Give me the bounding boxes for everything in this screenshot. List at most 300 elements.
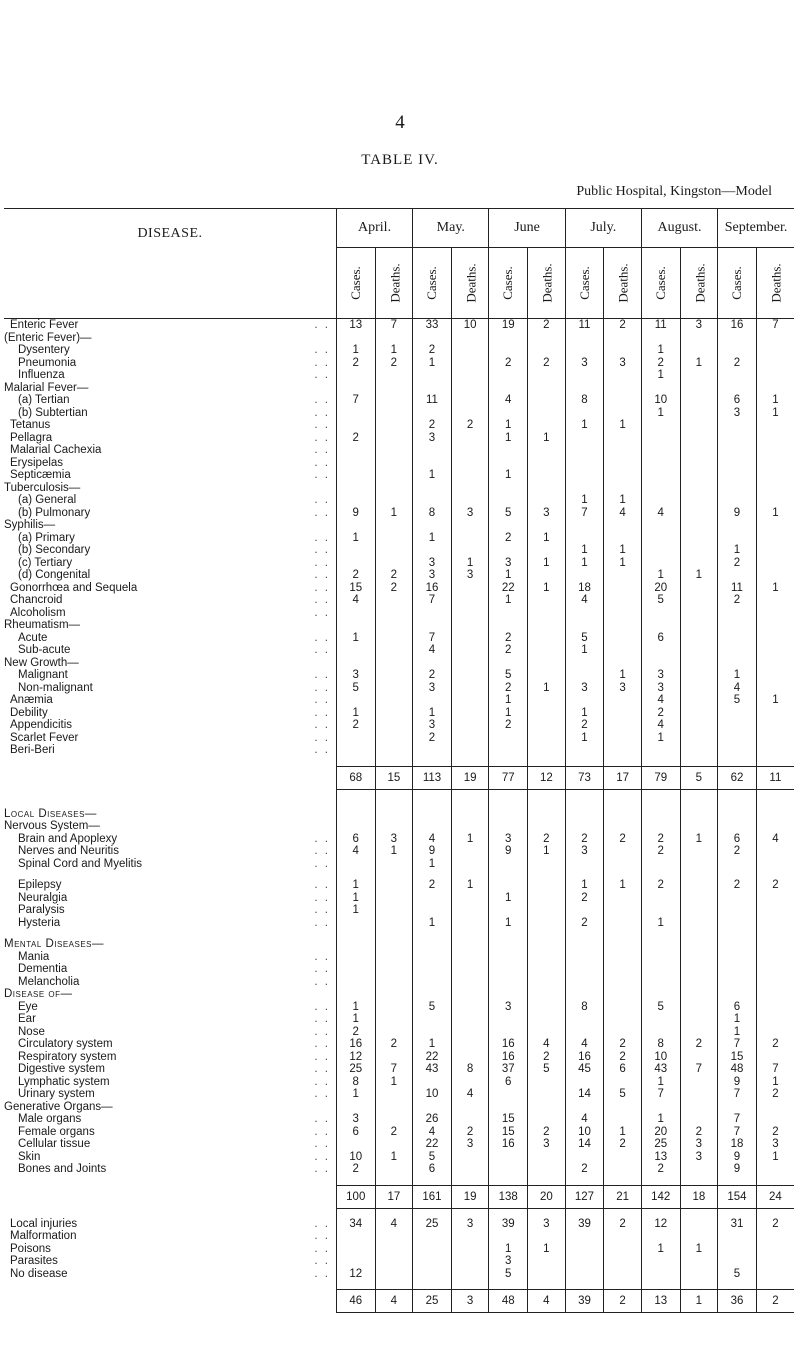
cases-cell: 2 bbox=[336, 1163, 375, 1176]
cases-cell: 39 bbox=[565, 1218, 604, 1231]
deaths-cell bbox=[375, 682, 413, 695]
leader-dots: . . bbox=[314, 1013, 330, 1025]
cases-cell bbox=[718, 344, 757, 357]
disease-name: (d) Congenital bbox=[18, 569, 94, 581]
deaths-cell: 2 bbox=[451, 419, 489, 432]
deaths-cell bbox=[375, 707, 413, 720]
deaths-cell bbox=[756, 963, 794, 976]
deaths-cell bbox=[528, 469, 566, 482]
cases-cell bbox=[336, 519, 375, 532]
deaths-cell bbox=[375, 594, 413, 607]
deaths-cell bbox=[680, 532, 718, 545]
cases-cell bbox=[565, 1151, 604, 1164]
month-header: April. bbox=[336, 209, 412, 248]
disease-name: Tetanus bbox=[10, 419, 54, 431]
cases-cell: 5 bbox=[489, 669, 528, 682]
cases-cell: 3 bbox=[413, 569, 452, 582]
category-row bbox=[4, 820, 794, 833]
deaths-cell: 1 bbox=[375, 1151, 413, 1164]
deaths-cell bbox=[375, 938, 413, 951]
cases-cell: 39 bbox=[489, 1218, 528, 1231]
deaths-cell: 2 bbox=[604, 319, 642, 332]
cases-cell: 9 bbox=[718, 1151, 757, 1164]
deaths-cell bbox=[604, 1243, 642, 1256]
leader-dots: . . bbox=[314, 1217, 330, 1230]
deaths-cell bbox=[604, 1208, 642, 1218]
disease-name: (b) Secondary bbox=[18, 544, 94, 556]
deaths-cell bbox=[451, 457, 489, 470]
disease-name: Beri-Beri bbox=[10, 744, 59, 756]
deaths-cell bbox=[528, 607, 566, 620]
cases-cell: 1 bbox=[565, 732, 604, 745]
deaths-cell bbox=[680, 494, 718, 507]
cases-cell: 2 bbox=[336, 432, 375, 445]
deaths-cell bbox=[604, 632, 642, 645]
deaths-cell bbox=[680, 657, 718, 670]
table-body bbox=[4, 319, 794, 1313]
deaths-cell bbox=[528, 870, 566, 879]
table-row bbox=[4, 344, 794, 357]
cases-cell bbox=[641, 789, 680, 799]
deaths-cell bbox=[756, 951, 794, 964]
disease-name-cell bbox=[4, 820, 336, 833]
disease-name-cell bbox=[4, 607, 336, 620]
deaths-cell bbox=[756, 1208, 794, 1218]
cases-cell bbox=[336, 988, 375, 1001]
cases-cell bbox=[565, 407, 604, 420]
disease-name: New Growth— bbox=[4, 657, 83, 669]
leader-dots: . . bbox=[314, 1050, 330, 1063]
deaths-cell bbox=[451, 1038, 489, 1051]
deaths-cell bbox=[680, 1026, 718, 1039]
deaths-cell bbox=[451, 482, 489, 495]
disease-name: Generative Organs— bbox=[4, 1101, 117, 1113]
cases-cell: 1 bbox=[641, 344, 680, 357]
deaths-cell: 10 bbox=[451, 319, 489, 332]
deaths-cell: 2 bbox=[375, 569, 413, 582]
deaths-cell: 3 bbox=[604, 357, 642, 370]
cases-cell: 1 bbox=[413, 707, 452, 720]
deaths-cell bbox=[375, 694, 413, 707]
table-row bbox=[4, 644, 794, 657]
cases-cell: 12 bbox=[641, 1218, 680, 1231]
disease-name-cell bbox=[4, 332, 336, 345]
cases-cell: 7 bbox=[718, 1088, 757, 1101]
table-row bbox=[4, 976, 794, 989]
cases-cell: 14 bbox=[565, 1138, 604, 1151]
cases-cell: 3 bbox=[489, 557, 528, 570]
disease-name: Scarlet Fever bbox=[10, 732, 82, 744]
cases-cell: 1 bbox=[489, 469, 528, 482]
cases-cell: 1 bbox=[413, 1038, 452, 1051]
table-row bbox=[4, 407, 794, 420]
cases-cell bbox=[413, 1280, 452, 1290]
cases-cell: 5 bbox=[413, 1001, 452, 1014]
deaths-cell bbox=[528, 569, 566, 582]
disease-name: Pneumonia bbox=[18, 357, 80, 369]
deaths-cell bbox=[528, 732, 566, 745]
table-title: TABLE IV. bbox=[361, 152, 439, 168]
cases-cell bbox=[489, 1101, 528, 1114]
total-row bbox=[4, 1290, 794, 1313]
cases-cell bbox=[718, 619, 757, 632]
table-row bbox=[4, 858, 794, 871]
deaths-cell: 7 bbox=[375, 1063, 413, 1076]
deaths-cell bbox=[375, 394, 413, 407]
cases-cell bbox=[565, 757, 604, 767]
cases-cell bbox=[565, 444, 604, 457]
leader-dots: . . bbox=[314, 719, 330, 731]
deaths-cell: 1 bbox=[375, 1076, 413, 1089]
cases-cell: 1 bbox=[565, 494, 604, 507]
deaths-cell bbox=[756, 1026, 794, 1039]
table-row bbox=[4, 669, 794, 682]
deaths-cell bbox=[604, 1113, 642, 1126]
deaths-cell: 1 bbox=[680, 357, 718, 370]
deaths-cell bbox=[604, 917, 642, 930]
disease-name-cell bbox=[4, 951, 336, 964]
cases-cell bbox=[718, 1208, 757, 1218]
deaths-cell bbox=[756, 1243, 794, 1256]
cases-cell: 14 bbox=[565, 1088, 604, 1101]
deaths-cell bbox=[680, 707, 718, 720]
deaths-cell: 3 bbox=[451, 569, 489, 582]
cases-cell bbox=[413, 619, 452, 632]
table-row bbox=[4, 532, 794, 545]
deaths-cell bbox=[528, 482, 566, 495]
deaths-cell bbox=[756, 789, 794, 799]
table-row bbox=[4, 963, 794, 976]
deaths-cell bbox=[375, 976, 413, 989]
cases-cell bbox=[718, 482, 757, 495]
deaths-cell bbox=[756, 799, 794, 808]
cases-cell: 3 bbox=[565, 357, 604, 370]
disease-name: Malarial Cachexia bbox=[10, 444, 105, 456]
deaths-cell bbox=[451, 432, 489, 445]
deaths-cell: 3 bbox=[680, 1138, 718, 1151]
deaths-cell bbox=[375, 619, 413, 632]
deaths-cell bbox=[756, 569, 794, 582]
deaths-cell bbox=[604, 432, 642, 445]
category-row bbox=[4, 808, 794, 821]
disease-name: Gonorrhœa and Sequela bbox=[10, 582, 141, 594]
disease-name-cell bbox=[4, 594, 336, 607]
deaths-cell bbox=[451, 858, 489, 871]
disease-name-cell bbox=[4, 669, 336, 682]
cases-cell bbox=[565, 382, 604, 395]
leader-dots: . . bbox=[314, 419, 330, 431]
cases-cell bbox=[565, 532, 604, 545]
deaths-cell bbox=[375, 1088, 413, 1101]
cases-cell bbox=[489, 1163, 528, 1176]
cases-cell bbox=[413, 332, 452, 345]
deaths-cell bbox=[756, 917, 794, 930]
cases-cell: 22 bbox=[489, 582, 528, 595]
cases-cell bbox=[641, 757, 680, 767]
deaths-cell bbox=[375, 644, 413, 657]
table-row bbox=[4, 494, 794, 507]
category-row bbox=[4, 482, 794, 495]
deaths-cell bbox=[756, 732, 794, 745]
deaths-cell bbox=[451, 644, 489, 657]
deaths-cell: 5 bbox=[528, 1063, 566, 1076]
deaths-cell bbox=[375, 757, 413, 767]
disease-name-cell bbox=[4, 1176, 336, 1186]
cases-cell bbox=[641, 1026, 680, 1039]
leader-dots: . . bbox=[314, 832, 330, 845]
cases-cell: 1 bbox=[565, 879, 604, 892]
cases-cell bbox=[641, 951, 680, 964]
deaths-cell bbox=[680, 332, 718, 345]
cases-cell bbox=[718, 1176, 757, 1186]
deaths-cell bbox=[680, 938, 718, 951]
cases-cell bbox=[413, 1208, 452, 1218]
cases-cell bbox=[718, 444, 757, 457]
cases-cell bbox=[641, 799, 680, 808]
cases-cell: 7 bbox=[336, 394, 375, 407]
cases-cell bbox=[565, 1076, 604, 1089]
deaths-cell: 2 bbox=[756, 879, 794, 892]
leader-dots: . . bbox=[314, 606, 330, 619]
deaths-cell bbox=[375, 917, 413, 930]
month-header: August. bbox=[641, 209, 717, 248]
deaths-cell bbox=[528, 892, 566, 905]
leader-dots: . . bbox=[314, 369, 330, 381]
deaths-cell bbox=[680, 557, 718, 570]
cases-cell bbox=[489, 444, 528, 457]
cases-cell: 2 bbox=[718, 594, 757, 607]
deaths-cell bbox=[375, 1013, 413, 1026]
deaths-cell bbox=[680, 789, 718, 799]
deaths-cell bbox=[604, 1013, 642, 1026]
deaths-cell: 1 bbox=[756, 582, 794, 595]
cases-cell bbox=[489, 951, 528, 964]
cases-cell: 2 bbox=[718, 357, 757, 370]
disease-name-cell bbox=[4, 482, 336, 495]
cases-cell: 16 bbox=[489, 1038, 528, 1051]
disease-name: Skin bbox=[18, 1151, 44, 1163]
disease-name: Influenza bbox=[18, 369, 69, 381]
disease-name: (b) Pulmonary bbox=[18, 507, 94, 519]
cases-cell: 7 bbox=[413, 632, 452, 645]
deaths-cell bbox=[375, 557, 413, 570]
cases-cell: 10 bbox=[336, 1151, 375, 1164]
cases-cell: 10 bbox=[641, 1051, 680, 1064]
disease-name-cell bbox=[4, 1163, 336, 1176]
deaths-cell bbox=[375, 607, 413, 620]
deaths-cell bbox=[756, 1013, 794, 1026]
deaths-cell bbox=[604, 407, 642, 420]
cases-cell: 9 bbox=[336, 507, 375, 520]
cases-cell: 2 bbox=[489, 357, 528, 370]
deaths-cell bbox=[604, 820, 642, 833]
cases-cell bbox=[718, 457, 757, 470]
cases-cell bbox=[489, 1013, 528, 1026]
disease-name-cell bbox=[4, 1151, 336, 1164]
deaths-cell bbox=[604, 757, 642, 767]
table-row bbox=[4, 1255, 794, 1268]
deaths-cell: 21 bbox=[604, 1185, 642, 1208]
disease-name-cell bbox=[4, 532, 336, 545]
cases-cell: 4 bbox=[565, 1038, 604, 1051]
cases-cell: 1 bbox=[489, 594, 528, 607]
disease-name: Nervous System— bbox=[4, 820, 104, 832]
cases-cell: 48 bbox=[489, 1290, 528, 1313]
leader-dots: . . bbox=[314, 857, 330, 870]
cases-cell bbox=[489, 963, 528, 976]
month-header: May. bbox=[413, 209, 489, 248]
deaths-header: Deaths. bbox=[375, 248, 413, 319]
deaths-cell bbox=[528, 1280, 566, 1290]
morbidity-table bbox=[4, 208, 794, 1313]
cases-cell bbox=[413, 789, 452, 799]
cases-cell bbox=[565, 904, 604, 917]
deaths-cell: 1 bbox=[604, 669, 642, 682]
deaths-cell bbox=[756, 938, 794, 951]
deaths-cell: 1 bbox=[756, 694, 794, 707]
disease-name-cell bbox=[4, 917, 336, 930]
spacer-row bbox=[4, 1208, 794, 1218]
leader-dots: . . bbox=[314, 506, 330, 519]
cases-cell bbox=[489, 820, 528, 833]
cases-cell bbox=[718, 719, 757, 732]
table-row bbox=[4, 1088, 794, 1101]
deaths-cell bbox=[680, 929, 718, 938]
disease-name-cell bbox=[4, 369, 336, 382]
cases-cell: 1 bbox=[641, 369, 680, 382]
deaths-cell bbox=[680, 1218, 718, 1231]
deaths-cell bbox=[756, 892, 794, 905]
cases-cell bbox=[718, 1243, 757, 1256]
deaths-cell bbox=[528, 744, 566, 757]
cases-cell: 11 bbox=[413, 394, 452, 407]
deaths-cell bbox=[756, 557, 794, 570]
deaths-cell: 1 bbox=[756, 1076, 794, 1089]
deaths-cell: 8 bbox=[451, 1063, 489, 1076]
cases-cell bbox=[565, 808, 604, 821]
cases-cell bbox=[336, 382, 375, 395]
deaths-cell bbox=[756, 357, 794, 370]
deaths-cell bbox=[451, 707, 489, 720]
cases-cell bbox=[336, 1208, 375, 1218]
page-number: 4 bbox=[395, 112, 405, 133]
deaths-cell bbox=[756, 607, 794, 620]
table-row bbox=[4, 845, 794, 858]
deaths-cell: 1 bbox=[451, 557, 489, 570]
cases-cell bbox=[336, 482, 375, 495]
disease-name-cell bbox=[4, 963, 336, 976]
table-row bbox=[4, 469, 794, 482]
deaths-cell bbox=[756, 845, 794, 858]
disease-name-cell bbox=[4, 382, 336, 395]
leader-dots: . . bbox=[314, 1230, 330, 1242]
deaths-cell bbox=[451, 1026, 489, 1039]
cases-cell bbox=[489, 988, 528, 1001]
cases-cell bbox=[413, 1076, 452, 1089]
deaths-cell: 1 bbox=[528, 582, 566, 595]
cases-cell: 1 bbox=[336, 1088, 375, 1101]
deaths-cell bbox=[451, 444, 489, 457]
cases-cell: 37 bbox=[489, 1063, 528, 1076]
deaths-cell bbox=[680, 519, 718, 532]
deaths-cell: 6 bbox=[604, 1063, 642, 1076]
cases-cell: 7 bbox=[718, 1113, 757, 1126]
deaths-cell: 1 bbox=[680, 1290, 718, 1313]
deaths-cell: 1 bbox=[604, 879, 642, 892]
leader-dots: . . bbox=[314, 963, 330, 975]
deaths-cell bbox=[756, 757, 794, 767]
deaths-cell bbox=[756, 1176, 794, 1186]
deaths-cell bbox=[680, 582, 718, 595]
deaths-cell bbox=[756, 544, 794, 557]
cases-cell: 9 bbox=[718, 1076, 757, 1089]
deaths-cell bbox=[604, 904, 642, 917]
cases-cell bbox=[413, 904, 452, 917]
leader-dots: . . bbox=[314, 431, 330, 444]
deaths-cell bbox=[451, 669, 489, 682]
cases-cell: 43 bbox=[641, 1063, 680, 1076]
deaths-cell: 1 bbox=[375, 507, 413, 520]
cases-cell bbox=[641, 858, 680, 871]
cases-cell bbox=[641, 482, 680, 495]
deaths-cell bbox=[375, 494, 413, 507]
cases-cell bbox=[718, 707, 757, 720]
deaths-cell bbox=[528, 917, 566, 930]
leader-dots: . . bbox=[314, 469, 330, 481]
cases-cell: 9 bbox=[718, 1163, 757, 1176]
cases-cell: 5 bbox=[489, 507, 528, 520]
deaths-cell bbox=[756, 469, 794, 482]
cases-cell bbox=[336, 757, 375, 767]
cases-cell bbox=[565, 469, 604, 482]
cases-cell bbox=[718, 494, 757, 507]
deaths-cell bbox=[604, 929, 642, 938]
disease-name: Melancholia bbox=[18, 976, 83, 988]
deaths-cell bbox=[528, 419, 566, 432]
disease-name: Male organs bbox=[18, 1113, 85, 1125]
disease-name: Poisons bbox=[10, 1243, 55, 1255]
cases-cell: 1 bbox=[489, 917, 528, 930]
leader-dots: . . bbox=[314, 631, 330, 644]
table-row bbox=[4, 732, 794, 745]
cases-cell: 15 bbox=[489, 1113, 528, 1126]
cases-cell bbox=[413, 963, 452, 976]
cases-cell: 113 bbox=[413, 766, 452, 789]
deaths-cell bbox=[451, 1208, 489, 1218]
cases-cell: 3 bbox=[413, 719, 452, 732]
cases-cell bbox=[565, 1243, 604, 1256]
deaths-cell bbox=[451, 951, 489, 964]
disease-name-cell bbox=[4, 619, 336, 632]
cases-cell bbox=[565, 1013, 604, 1026]
deaths-cell bbox=[604, 744, 642, 757]
disease-name: Brain and Apoplexy bbox=[18, 833, 121, 845]
cases-cell bbox=[641, 929, 680, 938]
cases-cell: 15 bbox=[718, 1051, 757, 1064]
cases-cell: 34 bbox=[336, 1218, 375, 1231]
deaths-cell bbox=[375, 369, 413, 382]
cases-cell: 1 bbox=[336, 892, 375, 905]
deaths-cell: 2 bbox=[375, 582, 413, 595]
deaths-cell bbox=[451, 494, 489, 507]
cases-cell bbox=[718, 808, 757, 821]
deaths-cell bbox=[604, 963, 642, 976]
table-subtitle: Public Hospital, Kingston—Model bbox=[576, 184, 772, 199]
deaths-cell: 1 bbox=[528, 682, 566, 695]
cases-cell bbox=[413, 694, 452, 707]
deaths-cell: 4 bbox=[375, 1290, 413, 1313]
cases-cell bbox=[336, 369, 375, 382]
